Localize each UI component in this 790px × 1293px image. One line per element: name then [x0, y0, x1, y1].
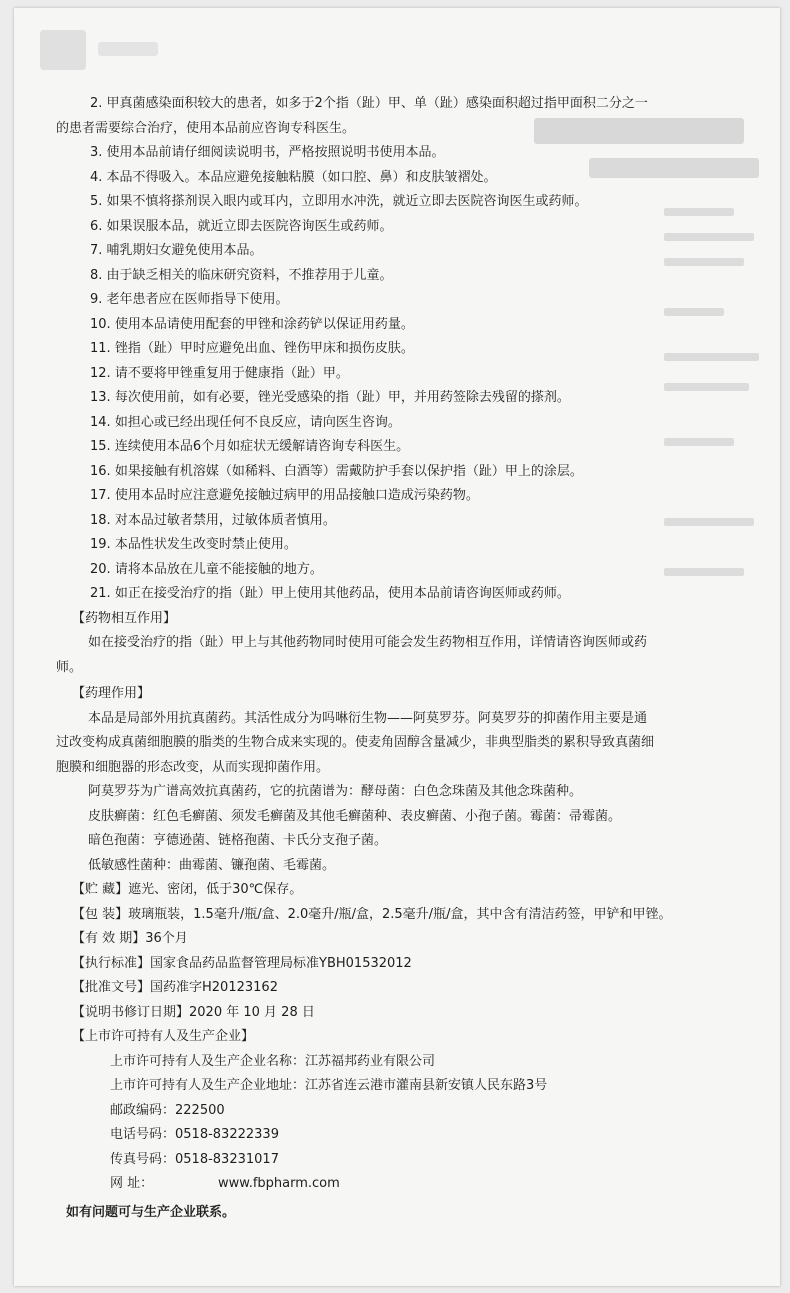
- phone-row: [50, 1123, 740, 1148]
- storage-row: [50, 878, 740, 903]
- item-number: 3.: [90, 145, 103, 160]
- item-text: 使用本品请使用配套的甲锉和涂药铲以保证用药量。: [114, 316, 414, 332]
- phone-value: 0518-83222339: [175, 1127, 279, 1142]
- list-item: [50, 509, 740, 534]
- item-number: 20.: [90, 561, 111, 577]
- list-item: [50, 533, 740, 558]
- item-text: 由于缺乏相关的临床研究资料，不推荐用于儿童。: [106, 267, 393, 283]
- item-text: 甲真菌感染面积较大的患者，如多于2个指（趾）甲、单（趾）感染面积超过指甲面积二分之一: [106, 96, 648, 111]
- pharmacology-p2: 阿莫罗芬为广谱高效抗真菌药，它的抗菌谱为：酵母菌：白色念珠菌及其他念珠菌种。: [88, 784, 583, 799]
- list-item: [50, 558, 740, 583]
- item-text: 如正在接受治疗的指（趾）甲上使用其他药品，使用本品前请咨询医师或药师。: [114, 586, 570, 601]
- item-number: 21.: [90, 586, 111, 601]
- list-item: [50, 264, 740, 289]
- phone-label: 电话号码：: [110, 1127, 176, 1142]
- holder-address-row: [50, 1074, 740, 1099]
- standard-label: 【执行标准】: [72, 955, 151, 971]
- leaflet-content: [50, 92, 740, 1225]
- item-text: 锉指（趾）甲时应避免出血、锉伤甲床和损伤皮肤。: [114, 341, 414, 356]
- item-number: 2.: [90, 96, 103, 111]
- item-number: 18.: [90, 512, 111, 528]
- item-number: 11.: [90, 341, 111, 356]
- item-number: 14.: [90, 414, 111, 430]
- validity-row: [50, 927, 740, 952]
- interaction-heading: 【药物相互作用】: [72, 610, 177, 626]
- zip-value: 222500: [175, 1102, 225, 1118]
- fax-row: [50, 1148, 740, 1173]
- item-number: 4.: [90, 169, 103, 185]
- holder-name: 江苏福邦药业有限公司: [305, 1053, 436, 1069]
- item-text: 哺乳期妇女避免使用本品。: [106, 243, 263, 258]
- item-number: 10.: [90, 316, 111, 332]
- holder-heading: 【上市许可持有人及生产企业】: [72, 1029, 255, 1044]
- fax-value: 0518-83231017: [175, 1151, 279, 1167]
- list-item: [50, 411, 740, 436]
- item-text: 如果接触有机溶媒（如稀料、白酒等）需戴防护手套以保护指（趾）甲上的涂层。: [114, 463, 583, 479]
- pharmacology-p1-line3: 胞膜和细胞器的形态改变，从而实现抑菌作用。: [56, 759, 330, 775]
- approval-value: 国药准字H20123162: [150, 980, 278, 995]
- item-text: 连续使用本品6个月如症状无缓解请咨询专科医生。: [114, 439, 410, 454]
- pharmacology-p5: 低敏感性菌种：曲霉菌、镰孢菌、毛霉菌。: [88, 857, 336, 873]
- item-text: 对本品过敏者禁用，过敏体质者慎用。: [114, 512, 336, 528]
- interaction-text-line1: 如在接受治疗的指（趾）甲上与其他药物同时使用可能会发生药物相互作用，详情请咨询医师或药: [88, 635, 648, 650]
- interaction-text-line2: 师。: [56, 659, 83, 675]
- item-text: 本品性状发生改变时禁止使用。: [114, 537, 297, 552]
- contact-note: 如有问题可与生产企业联系。: [66, 1204, 236, 1220]
- item-number: 13.: [90, 390, 111, 405]
- list-item: [50, 362, 740, 387]
- item-text: 本品不得吸入。本品应避免接触粘膜（如口腔、鼻）和皮肤皱褶处。: [106, 169, 497, 185]
- approval-row: [50, 976, 740, 1001]
- pharmacology-p1-line2: 过改变构成真菌细胞膜的脂类的生物合成来实现的。使麦角固醇含量减少，非典型脂类的累积导致真菌细: [56, 735, 655, 750]
- list-item: [50, 288, 740, 313]
- list-item: [50, 337, 740, 362]
- storage-value: 遮光、密闭，低于30℃保存。: [128, 882, 303, 897]
- validity-label: 【有 效 期】: [72, 931, 146, 946]
- website-label: 网 址：: [110, 1176, 154, 1191]
- item-number: 9.: [90, 292, 103, 307]
- item-text: 使用本品前请仔细阅读说明书，严格按照说明书使用本品。: [106, 145, 445, 160]
- holder-address: 江苏省连云港市灌南县新安镇人民东路3号: [305, 1078, 548, 1093]
- list-item: [50, 313, 740, 338]
- item-text: 请不要将甲锉重复用于健康指（趾）甲。: [114, 365, 349, 381]
- item-number: 19.: [90, 537, 111, 552]
- holder-name-label: 上市许可持有人及生产企业名称：: [110, 1053, 306, 1069]
- item-number: 7.: [90, 243, 103, 258]
- package-value: 玻璃瓶装，1.5毫升/瓶/盒、2.0毫升/瓶/盒，2.5毫升/瓶/盒，其中含有清洁药签，甲铲和甲锉。: [128, 906, 672, 922]
- list-item-continuation: [50, 117, 740, 142]
- list-item: [50, 215, 740, 240]
- pharmacology-p3: 皮肤癣菌：红色毛癣菌、须发毛癣菌及其他毛癣菌种、表皮癣菌、小孢子菌。霉菌：帚霉菌。: [88, 808, 622, 824]
- standard-row: [50, 952, 740, 977]
- item-number: 16.: [90, 463, 111, 479]
- item-number: 5.: [90, 194, 103, 209]
- item-number: 17.: [90, 488, 111, 503]
- item-text: 如果不慎将搽剂误入眼内或耳内，立即用水冲洗，就近立即去医院咨询医生或药师。: [106, 194, 588, 209]
- list-item: [50, 141, 740, 166]
- list-item: [50, 484, 740, 509]
- pharmacology-p4: 暗色孢菌：亨德逊菌、链格孢菌、卡氏分支孢子菌。: [88, 833, 388, 848]
- precautions-list: [50, 92, 740, 607]
- fax-label: 传真号码：: [110, 1151, 176, 1167]
- item-text: 的患者需要综合治疗，使用本品前应咨询专科医生。: [56, 120, 356, 136]
- package-row: [50, 903, 740, 928]
- revision-value: 2020 年 10 月 28 日: [189, 1004, 315, 1020]
- item-text: 如果误服本品，就近立即去医院咨询医生或药师。: [106, 218, 393, 234]
- website-row: [50, 1172, 740, 1197]
- list-item: [50, 239, 740, 264]
- pharmacology-heading: 【药理作用】: [72, 686, 151, 701]
- item-number: 6.: [90, 218, 103, 234]
- package-label: 【包 装】: [72, 906, 129, 922]
- holder-address-label: 上市许可持有人及生产企业地址：: [110, 1078, 306, 1093]
- standard-value: 国家食品药品监督管理局标准YBH01532012: [150, 955, 412, 971]
- pharmacology-p1-line1: 本品是局部外用抗真菌药。其活性成分为吗啉衍生物——阿莫罗芬。阿莫罗芬的抑菌作用主要是通: [88, 710, 648, 726]
- list-item: [50, 582, 740, 607]
- item-number: 8.: [90, 267, 103, 283]
- item-text: 使用本品时应注意避免接触过病甲的用品接触口造成污染药物。: [114, 488, 479, 503]
- item-text: 每次使用前，如有必要，锉光受感染的指（趾）甲，并用药签除去残留的搽剂。: [114, 390, 570, 405]
- zip-label: 邮政编码：: [110, 1102, 176, 1118]
- list-item: [50, 386, 740, 411]
- list-item: [50, 92, 740, 117]
- item-number: 15.: [90, 439, 111, 454]
- item-text: 老年患者应在医师指导下使用。: [106, 292, 289, 307]
- list-item: [50, 190, 740, 215]
- approval-label: 【批准文号】: [72, 980, 151, 995]
- item-number: 12.: [90, 365, 111, 381]
- item-text: 如担心或已经出现任何不良反应，请向医生咨询。: [114, 414, 401, 430]
- item-text: 请将本品放在儿童不能接触的地方。: [114, 561, 323, 577]
- revision-label: 【说明书修订日期】: [72, 1004, 190, 1020]
- storage-label: 【贮 藏】: [72, 882, 129, 897]
- validity-value: 36个月: [145, 931, 188, 946]
- holder-name-row: [50, 1050, 740, 1075]
- revision-row: [50, 1001, 740, 1026]
- website-value: www.fbpharm.com: [218, 1176, 340, 1191]
- list-item: [50, 460, 740, 485]
- list-item: [50, 166, 740, 191]
- list-item: [50, 435, 740, 460]
- zip-row: [50, 1099, 740, 1124]
